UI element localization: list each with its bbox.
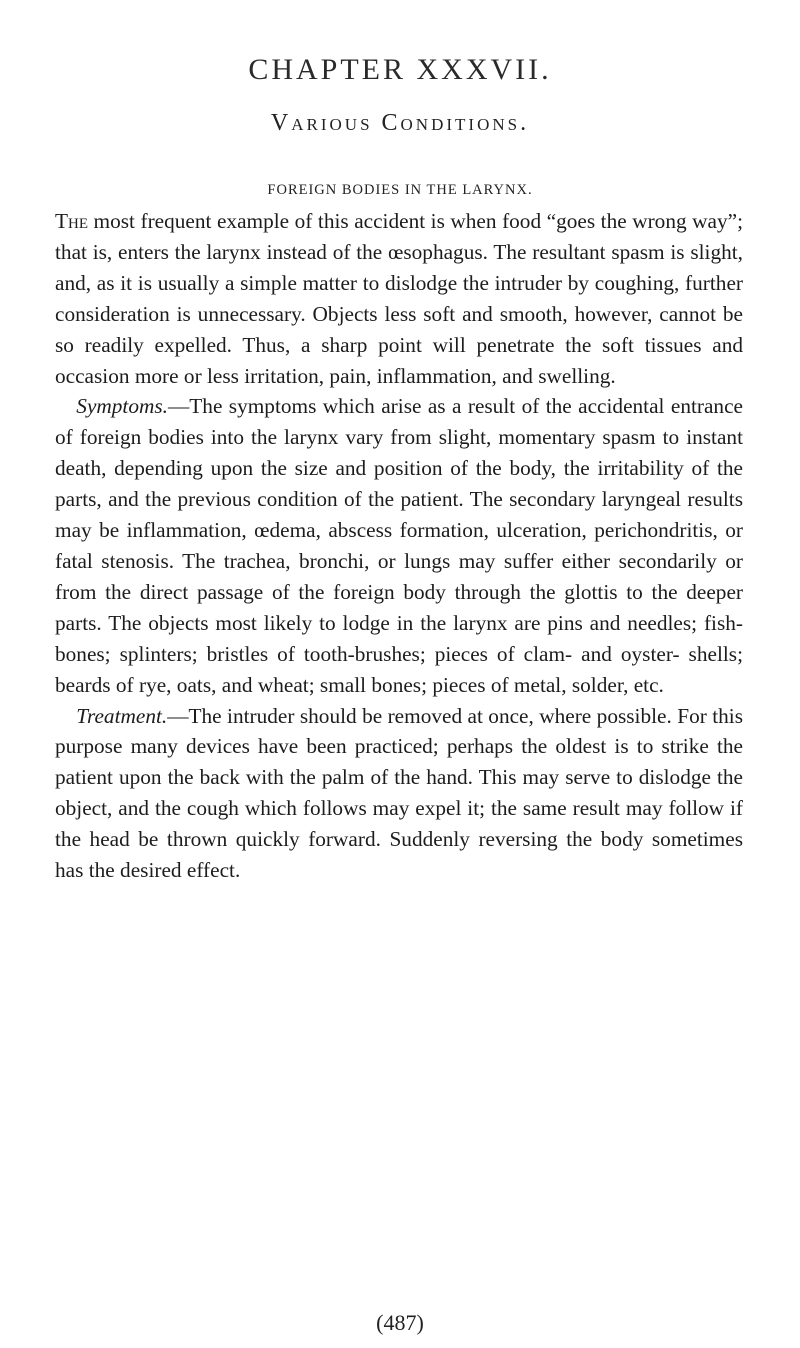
chapter-heading: CHAPTER XXXVII. [248, 53, 552, 86]
paragraph-symptoms-text: —The symptoms which arise as a result of the accidental entrance of foreign bodies into the larynx vary from slight, momentary spasm to instant death, depending upon the size and position of the body, the irritability of the parts, and the previous condition of the patient. The secondary laryngeal results may be inflammation, œdema, abscess formation, ulceration, perichondritis, or fatal stenosis. The trachea, bronchi, or lungs may suffer either secondarily or from the direct passage of the foreign body through the glottis to the deeper parts. The objects most likely to lodge in the larynx are pins and needles; fish-bones; splinters; bristles of tooth-brushes; pieces of clam- and oyster- shells; beards of rye, oats, and wheat; small bones; pieces of metal, solder, etc. [55, 394, 743, 697]
section-heading: FOREIGN BODIES IN THE LARYNX. [267, 182, 533, 198]
paragraph-intro [55, 206, 743, 391]
paragraph-treatment-text: —The intruder should be removed at once, where possible. For this purpose many devices have been practiced; perhaps the oldest is to strike the patient upon the back with the palm of the hand. This may serve to dislodge the object, and the cough which follows may expel it; the same result may follow if the head be thrown quickly forward. Suddenly reversing the body sometimes has the desired effect. [55, 703, 743, 883]
symptoms-subhead: Symptoms. [76, 394, 168, 419]
treatment-subhead: Treatment. [76, 703, 168, 728]
paragraph-treatment [55, 701, 743, 886]
paragraph-symptoms [55, 391, 743, 700]
body-text [55, 206, 743, 886]
chapter-title: Various Conditions. [270, 110, 530, 136]
page-number: (487) [376, 1310, 424, 1335]
paragraph-lead-word: The [55, 209, 89, 233]
paragraph-intro-text: most frequent example of this accident is when food “goes the wrong way”; that is, enters the larynx instead of the œsophagus. The resultant spasm is slight, and, as it is usually a simple matter to dislodge the intruder by coughing, further consideration is unnecessary. Objects less soft and smooth, however, cannot be so readily expelled. Thus, a sharp point will penetrate the soft tissues and occasion more or less irritation, pain, inflammation, and swelling. [55, 209, 743, 388]
